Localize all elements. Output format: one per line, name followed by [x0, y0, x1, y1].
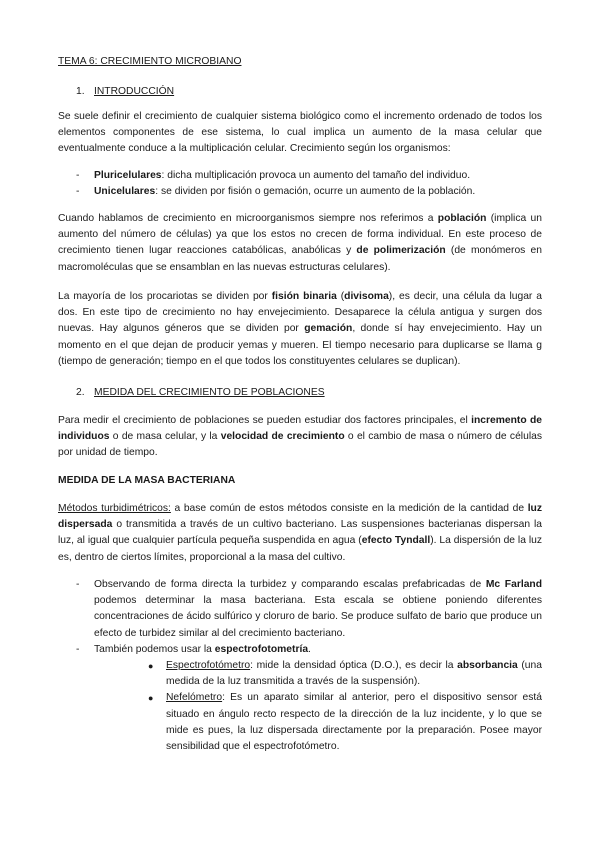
text-bold: de polimerización	[356, 245, 446, 257]
methods-list	[58, 577, 542, 755]
list-text: : se dividen por fisión o gemación, ocurre un aumento de la población.	[155, 186, 476, 198]
section-2-number: 2.	[76, 387, 85, 398]
list-item: - También podemos usar la espectrofotometría. ● Espectrofotómetro: mide la densidad óptica (D.O.), es decir la absorbancia (una medida de la luz transmitida a través de la suspensión). ● Nefelómetro: Es un aparato similar al anterior, pero el dispositivo sensor está situado en ángulo recto respecto de la dirección de la luz incidente, y lo que se mide es pues, la luz dispersada directamente por la preparación. Posee mayor sensibilidad que el espectrofotómetro.	[58, 642, 542, 755]
list-term: Pluricelulares	[94, 170, 162, 181]
text-underlined: Espectrofotómetro	[166, 660, 251, 672]
section-2-heading	[76, 385, 542, 401]
text-bold: velocidad de crecimiento	[220, 431, 345, 443]
list-text: : dicha multiplicación provoca un aumento del tamaño del individuo.	[161, 170, 471, 181]
text-run: a base común de estos métodos consiste en la medición de la cantidad de	[170, 503, 528, 514]
text-underlined: Nefelómetro	[166, 692, 223, 704]
text-bold: gemación	[304, 323, 353, 335]
organism-list	[58, 168, 542, 200]
text-bold: luz dispersada	[58, 503, 542, 531]
list-item: ● Nefelómetro: Es un aparato similar al anterior, pero el dispositivo sensor está situado en ángulo recto respecto de la dirección de la luz incidente, y lo que se mide es pues, la luz dispersada directamente por la preparación. Posee mayor sensibilidad que el espectrofotómetro.	[148, 692, 542, 753]
text-bold: Mc Farland	[485, 579, 542, 590]
text-bold: absorbancia	[457, 660, 518, 672]
document-title: TEMA 6: CRECIMIENTO MICROBIANO	[58, 56, 242, 67]
text-bold: efecto Tyndall	[361, 535, 431, 547]
text-run: (	[336, 291, 345, 302]
text-underlined: Métodos turbidimétricos:	[58, 503, 171, 514]
text-bold: divisoma	[344, 291, 389, 302]
instrument-list	[148, 658, 542, 755]
text-run: Para medir el crecimiento de poblaciones se pueden estudiar dos factores principales, el	[58, 415, 472, 426]
text-run: ), es decir, una célula da lugar a dos. En este tipo de crecimiento no hay envejecimiento. Desaparece la célula antigua y surgen dos nuevas. Hay algunos géneros que se dividen por	[58, 291, 542, 335]
text-run: podemos determinar la masa bacteriana. Esta escala se obtiene poniendo diferentes concentraciones de ácido sulfúrico y cloruro de bario. Se produce sulfato de bario que produce un efecto de turbidez similar al del crecimiento bacteriano.	[94, 595, 542, 639]
text-run: También podemos usar la	[94, 643, 215, 655]
text-run: : Es un aparato similar al anterior, pero el dispositivo sensor está situado en ángulo recto respecto de la dirección de la luz incidente, y lo que se mide es pues, la luz dispersada directamente por la preparación. Posee mayor sensibilidad que el espectrofotómetro.	[166, 692, 542, 753]
list-item: - Observando de forma directa la turbidez y comparando escalas prefabricadas de Mc Farland podemos determinar la masa bacteriana. Esta escala se obtiene poniendo diferentes concentraciones de ácido sulfúrico y cloruro de bario. Se produce sulfato de bario que produce un efecto de turbidez similar al del crecimiento bacteriano.	[76, 579, 542, 639]
text-run: .	[308, 643, 311, 655]
text-run: (implica un aumento del número de células) ya que los estos no crecen de forma individual. En este proceso de crecimiento tienen lugar reacciones catabólicas, anabólicas y	[58, 213, 542, 257]
section-2-title: MEDIDA DEL CRECIMIENTO DE POBLACIONES	[94, 387, 325, 398]
intro-paragraph	[58, 109, 542, 158]
section-1-number: 1.	[76, 86, 85, 97]
intro-text: Se suele definir el crecimiento de cualquier sistema biológico como el incremento ordenado de todos los elementos componentes de ese sistema, lo cual implica un aumento de la masa celular que eventualmente conduce a la multiplicación celular. Crecimiento según los organismos:	[58, 111, 542, 155]
list-item: - Pluricelulares: dicha multiplicación provoca un aumento del tamaño del individuo.	[76, 170, 471, 181]
text-run: o de masa celular, y la	[109, 431, 221, 443]
text-bold: espectrofotometría	[214, 643, 309, 655]
text-run: o el cambio de masa o número de células por unidad de tiempo.	[58, 431, 542, 459]
text-bold: fisión binaria	[271, 291, 337, 302]
text-run: : mide la densidad óptica (D.O.), es decir la	[250, 660, 458, 672]
turbidimetric-paragraph	[58, 501, 542, 566]
binary-fission-paragraph	[58, 289, 542, 370]
list-item: - Unicelulares: se dividen por fisión o gemación, ocurre un aumento de la población.	[76, 186, 476, 198]
population-paragraph	[58, 211, 542, 276]
section-1-title: INTRODUCCIÓN	[94, 86, 175, 97]
text-run: Observando de forma directa la turbidez y comparando escalas prefabricadas de	[94, 579, 486, 590]
list-item: ● Espectrofotómetro: mide la densidad óptica (D.O.), es decir la absorbancia (una medida de la luz transmitida a través de la suspensión).	[148, 660, 542, 688]
growth-measurement-paragraph	[58, 413, 542, 462]
text-run: ). La dispersión de la luz es, dentro de ciertos límites, proporcional a la masa del cultivo.	[58, 535, 542, 563]
text-run: Cuando hablamos de crecimiento en microorganismos siempre nos referimos a	[58, 213, 438, 224]
text-run: (una medida de la luz transmitida a través de la suspensión).	[166, 660, 542, 688]
text-run: o transmitida a través de un cultivo bacteriano. Las suspensiones bacterianas dispersan la luz, al igual que cualquier partícula pequeña suspendida en agua (	[58, 519, 542, 547]
text-run: , donde sí hay envejecimiento. Hay un momento en el que dejan de producir yemas y mueren. El tiempo necesario para duplicarse se llama g (tiempo de generación; tiempo en el que todos los constituyentes celulares se duplican).	[58, 323, 542, 367]
text-run: (de monómeros en macromoléculas que se ensamblan en las nuevas estructuras celulares).	[58, 245, 542, 273]
text-bold: población	[437, 213, 487, 224]
text-run: La mayoría de los procariotas se dividen por	[58, 291, 272, 302]
subheading-bacterial-mass: MEDIDA DE LA MASA BACTERIANA	[58, 475, 236, 486]
text-bold: incremento de individuos	[58, 415, 542, 443]
section-1-heading	[76, 84, 542, 100]
list-term: Unicelulares	[94, 186, 156, 198]
